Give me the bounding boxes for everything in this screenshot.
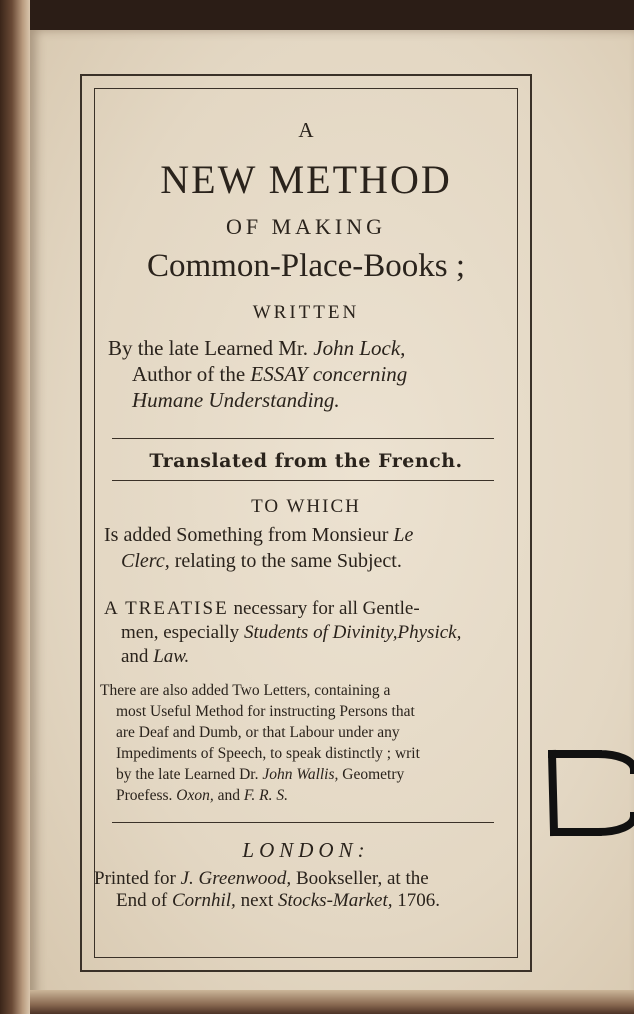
rule-bottom [112,822,494,823]
treatise-line-2 [121,622,461,644]
title-subline: OF MAKING [225,214,387,239]
imprint-line2-year: 1706. [392,890,441,911]
treatise-line3-prefix: and [121,646,154,667]
letters-line-1: There are also added Two Letters, containing a [100,682,391,699]
author-line-3: Humane Understanding. [132,388,340,412]
imprint-line1-prefix: Printed for [94,868,181,889]
letters-line-2: most Useful Method for instructing Persons that [116,703,415,720]
added-line2-rest: relating to the same Subject. [169,550,402,572]
author-name: John Lock, [313,336,406,360]
added-line1-name: Le [393,524,414,546]
added-line2-name: Clerc, [121,550,170,572]
imprint-line-1 [94,868,429,890]
title-article: A [298,118,314,142]
imprint-line2-market: Stocks-Market, [278,890,393,911]
treatise-line3-italic: Law. [153,646,190,667]
treatise-line-3 [121,646,189,668]
title-common-place-books: Common-Place-Books ; [146,248,466,284]
written-label: WRITTEN [252,302,360,323]
letters-line6-mid: and [213,787,244,804]
letters-line-5 [116,766,404,784]
added-line-1 [104,524,413,547]
translated-line: Translated from the French. [149,450,463,472]
rule-middle [112,480,494,481]
author-prefix: By the late Learned Mr. [108,336,314,360]
author-line2-prefix: Author of the [132,362,251,386]
imprint-city: LONDON: [242,838,370,862]
imprint-line1-name: J. Greenwood, [180,868,292,889]
letters-line6-oxon: Oxon, [176,787,214,804]
imprint-line2-mid: next [235,890,279,911]
treatise-line-1 [104,598,420,620]
letters-line5-rest: Geometry [338,766,405,783]
author-essay: ESSAY concerning [250,362,408,386]
letters-line-6 [116,787,288,805]
imprint-line2-cornhil: Cornhil, [171,890,236,911]
title-main: NEW METHOD [160,157,452,202]
letters-line-3: are Deaf and Dumb, or that Labour under any [116,724,400,741]
author-line-2 [132,362,407,387]
treatise-line1-rest: necessary for all Gentle- [228,598,420,619]
author-line-1 [108,336,405,361]
imprint-line-2 [116,890,440,912]
imprint-line2-prefix: End of [116,890,172,911]
to-which: TO WHICH [251,496,361,517]
imprint-line1-rest: Bookseller, at the [291,868,429,889]
treatise-line2-prefix: men, especially [121,622,244,643]
book-binding-edge [0,0,30,1014]
treatise-caps: A TREATISE [104,598,229,619]
letters-line5-prefix: by the late Learned Dr. [116,766,263,783]
letters-line6-prefix: Proefess. [116,787,177,804]
book-bottom-edge [30,990,634,1014]
treatise-line2-italic: Students of Divinity,Physick, [243,622,462,643]
rule-top [112,438,494,439]
added-line1-prefix: Is added Something from Monsieur [104,524,394,546]
letters-line6-frs: F. R. S. [243,787,288,804]
letters-line5-name: John Wallis, [262,766,339,783]
library-stamp-d [548,748,634,838]
letters-line-4: Impediments of Speech, to speak distinctly ; writ [116,745,420,762]
added-line-2 [121,550,402,573]
